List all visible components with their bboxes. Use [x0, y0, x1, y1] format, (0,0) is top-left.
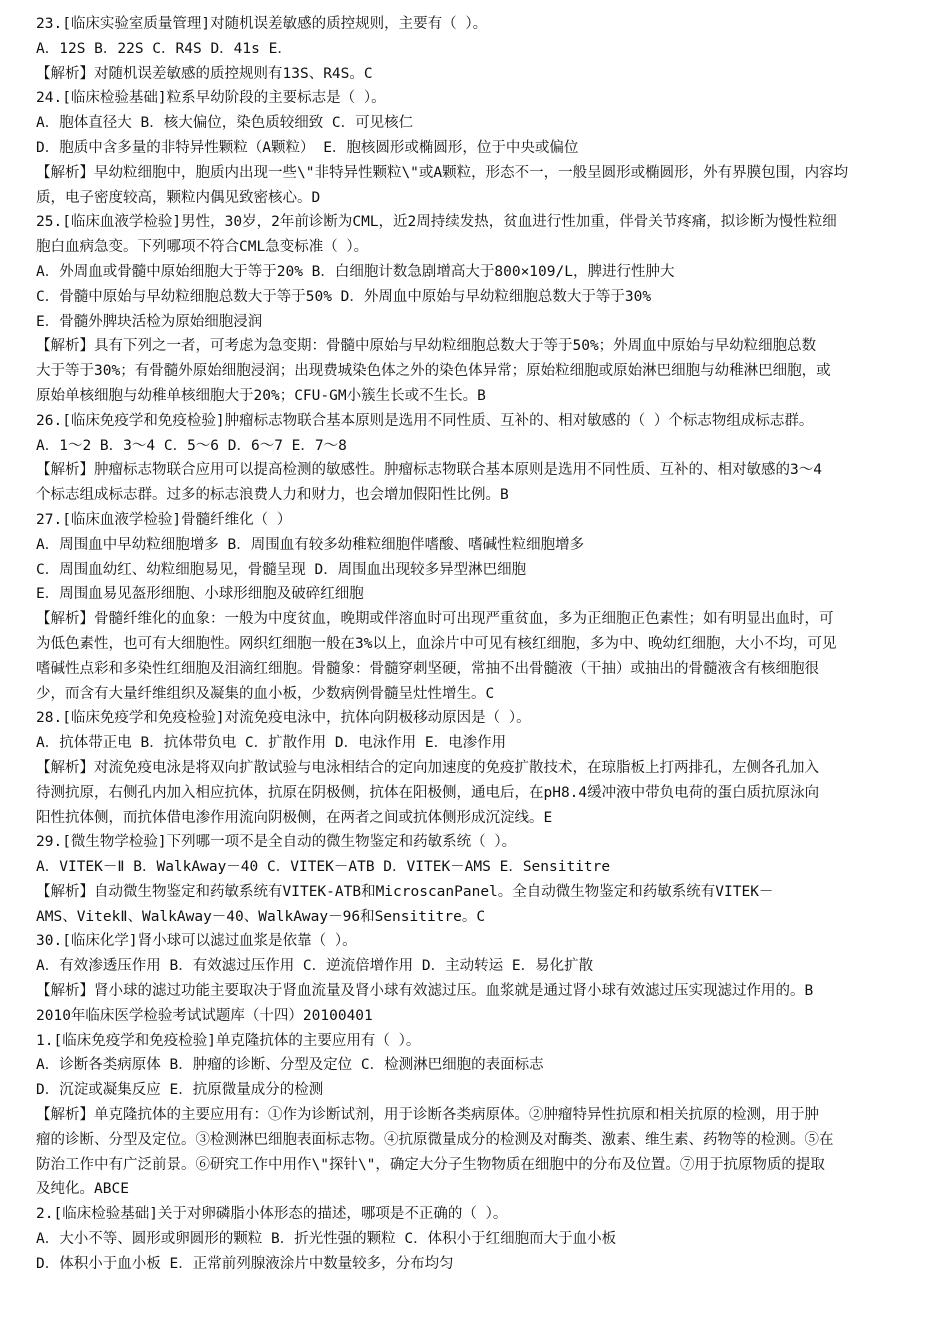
text-line: A．VITEK－Ⅱ B．WalkAway－40 C．VITEK－ATB D．VITEK－AMS E．Sensititre [36, 859, 611, 876]
text-line: A．诊断各类病原体 B．肿瘤的诊断、分型及定位 C．检测淋巴细胞的表面标志 [36, 1057, 544, 1074]
text-line: 为低色素性，也可有大细胞性。网织红细胞一般在3%以上，血涂片中可见有核红细胞，多为中、晚幼红细胞，大小不均，可见 [36, 635, 837, 652]
text-line: 质，电子密度较高，颗粒内偶见致密核心。D [36, 189, 321, 206]
text-line: 【解析】骨髓纤维化的血象：一般为中度贫血，晚期或伴溶血时可出现严重贫血，多为正细胞正色素性；如有明显出血时，可 [36, 611, 834, 628]
text-line: 胞白血病急变。下列哪项不符合CML急变标准（ ）。 [36, 239, 369, 256]
text-line: 28.[临床免疫学和免疫检验]对流免疫电泳中，抗体向阴极移动原因是（ ）。 [36, 710, 531, 727]
text-line: 【解析】肿瘤标志物联合应用可以提高检测的敏感性。肿瘤标志物联合基本原则是选用不同性质、互补的、相对敏感的3～4 [36, 462, 822, 479]
text-line: 嗜碱性点彩和多染性红细胞及泪滴红细胞。骨髓象：骨髓穿刺坚硬，常抽不出骨髓液（干抽）或抽出的骨髓液含有核细胞很 [36, 660, 819, 677]
text-line: 【解析】对随机误差敏感的质控规则有13S、R4S。C [36, 65, 373, 82]
text-line: A．12S B．22S C．R4S D．41s E． [36, 40, 292, 57]
text-line: 【解析】早幼粒细胞中，胞质内出现一些\"非特异性颗粒\"或A颗粒，形态不一，一般呈圆形或椭圆形，外有界膜包围，内容均 [36, 164, 849, 181]
text-line: C．骨髓中原始与早幼粒细胞总数大于等于50% D．外周血中原始与早幼粒细胞总数大于等于30% [36, 288, 652, 305]
text-line: D．沉淀或凝集反应 E．抗原微量成分的检测 [36, 1082, 324, 1099]
text-line: 个标志组成标志群。过多的标志浪费人力和财力，也会增加假阳性比例。B [36, 487, 509, 504]
text-line: C．周围血幼红、幼粒细胞易见，骨髓呈现 D．周围血出现较多异型淋巴细胞 [36, 561, 527, 578]
text-line: 【解析】肾小球的滤过功能主要取决于肾血流量及肾小球有效滤过压。血浆就是通过肾小球有效滤过压实现滤过作用的。B [36, 983, 814, 1000]
text-line: 29.[微生物学检验]下列哪一项不是全自动的微生物鉴定和药敏系统（ ）。 [36, 834, 517, 851]
text-line: 少，而含有大量纤维组织及凝集的血小板，少数病例骨髓呈灶性增生。C [36, 685, 495, 702]
text-line: 27.[临床血液学检验]骨髓纤维化（ ） [36, 511, 292, 528]
text-line: 25.[临床血液学检验]男性，30岁，2年前诊断为CML，近2周持续发热，贫血进行性加重，伴骨关节疼痛，拟诊断为慢性粒细 [36, 214, 837, 231]
text-line: 24.[临床检验基础]粒系早幼阶段的主要标志是（ ）。 [36, 90, 386, 107]
text-line: 瘤的诊断、分型及定位。③检测淋巴细胞表面标志物。④抗原微量成分的检测及对酶类、激素、维生素、药物等的检测。⑤在 [36, 1131, 834, 1148]
text-line: A．周围血中早幼粒细胞增多 B．周围血有较多幼稚粒细胞伴嗜酸、嗜碱性粒细胞增多 [36, 536, 585, 553]
text-line: 及纯化。ABCE [36, 1181, 129, 1198]
text-line: A．有效渗透压作用 B．有效滤过压作用 C．逆流倍增作用 D．主动转运 E．易化扩散 [36, 958, 594, 975]
text-line: D．胞质中含多量的非特异性颗粒（A颗粒） E．胞核圆形或椭圆形，位于中央或偏位 [36, 139, 579, 156]
text-line: 阳性抗体侧，而抗体借电渗作用流向阴极侧，在两者之间或抗体侧形成沉淀线。E [36, 809, 553, 826]
text-line: 23.[临床实验室质量管理]对随机误差敏感的质控规则，主要有（ ）。 [36, 16, 488, 32]
text-line: 【解析】自动微生物鉴定和药敏系统有VITEK-ATB和MicroscanPanel。全自动微生物鉴定和药敏系统有VITEK－ [36, 883, 774, 900]
text-line: A．大小不等、圆形或卵圆形的颗粒 B．折光性强的颗粒 C．体积小于红细胞而大于血小板 [36, 1231, 617, 1248]
text-line: 大于等于30%；有骨髓外原始细胞浸润；出现费城染色体之外的染色体异常；原始粒细胞或原始淋巴细胞与幼稚淋巴细胞，或 [36, 363, 831, 380]
text-line: 【解析】具有下列之一者，可考虑为急变期：骨髓中原始与早幼粒细胞总数大于等于50%；外周血中原始与早幼粒细胞总数 [36, 338, 817, 355]
text-line: 防治工作中有广泛前景。⑥研究工作中用作\"探针\"，确定大分子生物物质在细胞中的分布及位置。⑦用于抗原物质的提取 [36, 1156, 825, 1173]
text-line: 2010年临床医学检验考试试题库（十四）20100401 [36, 1007, 373, 1024]
text-line: 【解析】对流免疫电泳是将双向扩散试验与电泳相结合的定向加速度的免疫扩散技术，在琼脂板上打两排孔，左侧各孔加入 [36, 759, 819, 776]
text-line: 2.[临床检验基础]关于对卵磷脂小体形态的描述，哪项是不正确的（ ）。 [36, 1206, 508, 1223]
text-line: A．胞体直径大 B．核大偏位，染色质较细致 C．可见核仁 [36, 115, 414, 132]
text-line: 1.[临床免疫学和免疫检验]单克隆抗体的主要应用有（ ）。 [36, 1032, 421, 1049]
text-line: 原始单核细胞与幼稚单核细胞大于20%；CFU-GM小簇生长或不生长。B [36, 387, 486, 404]
text-line: E．骨髓外脾块活检为原始细胞浸润 [36, 313, 263, 330]
text-line: A．抗体带正电 B．抗体带负电 C．扩散作用 D．电泳作用 E．电渗作用 [36, 735, 507, 752]
text-line: 26.[临床免疫学和免疫检验]肿瘤标志物联合基本原则是选用不同性质、互补的、相对敏感的（ ）个标志物组成标志群。 [36, 412, 814, 429]
text-line: A．外周血或骨髓中原始细胞大于等于20% B．白细胞计数急剧增高大于800×109/L，脾进行性肿大 [36, 263, 675, 280]
text-line: E．周围血易见盔形细胞、小球形细胞及破碎红细胞 [36, 586, 364, 603]
text-line: AMS、VitekⅡ、WalkAway－40、WalkAway－96和Sensititre。C [36, 908, 486, 925]
text-line: 【解析】单克隆抗体的主要应用有：①作为诊断试剂，用于诊断各类病原体。②肿瘤特异性抗原和相关抗原的检测，用于肿 [36, 1107, 819, 1124]
text-line: A．1～2 B．3～4 C．5～6 D．6～7 E．7～8 [36, 437, 347, 454]
text-line: 待测抗原，右侧孔内加入相应抗体，抗原在阴极侧，抗体在阳极侧，通电后，在pH8.4缓冲液中带负电荷的蛋白质抗原泳向 [36, 784, 820, 801]
text-line: D．体积小于血小板 E．正常前列腺液涂片中数量较多，分布均匀 [36, 1255, 454, 1272]
text-line: 30.[临床化学]肾小球可以滤过血浆是依靠（ ）。 [36, 933, 357, 950]
